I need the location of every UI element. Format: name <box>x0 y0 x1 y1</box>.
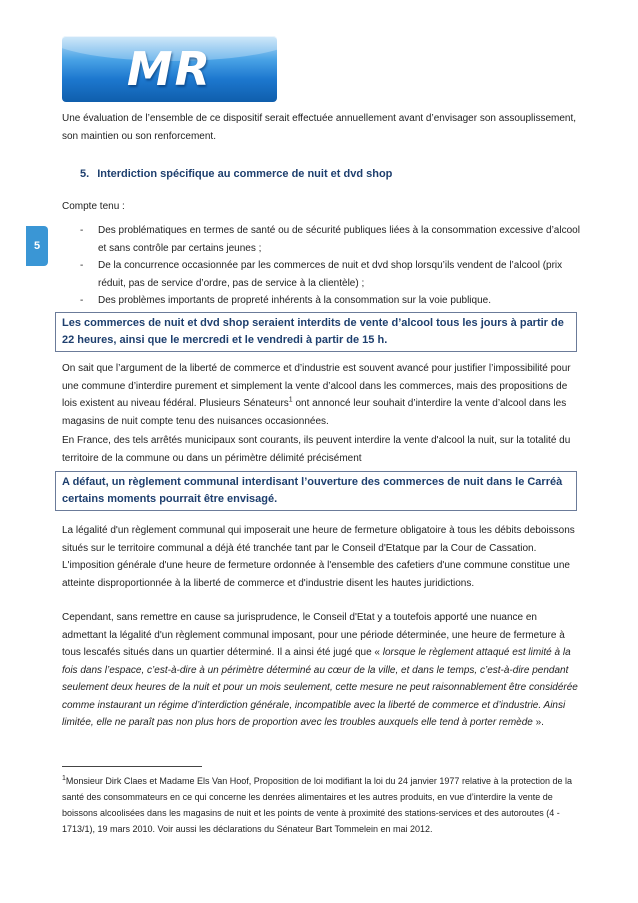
proposal-box-2: A défaut, un règlement communal interdisant l’ouverture des commerces de nuit dans le Carréà certains moments pourrait être envisagé. <box>55 471 577 511</box>
footnote-marker: 1 <box>62 775 66 782</box>
paragraph-text-end: ont annoncé leur souhait d’interdire la vente d’alcool dans les magasins de nuit compte tenu des nuisances occasionnées. <box>62 398 567 427</box>
footnote-text: Monsieur Dirk Claes et Madame Els Van Hoof, Proposition de loi modifiant la loi du 24 janvier 1977 relative à la protection de la santé des consommateurs en ce qui concerne les denrées alimentaires et les autres produits, en vue d’interdire la vente de boissons alcoolisées dans les magasins de nuit et les points de vente à proximité des stations-services et des autoroutes (4 - 1713/1), 19 mars 2010. Voir aussi les déclarations du Sénateur Bart Tommelein en mai 2012. <box>62 776 573 834</box>
bullet-text: De la concurrence occasionnée par les commerces de nuit et dvd shop lorsqu’ils vendent de l’alcool (prix réduit, pas de service d’ordre, pas de service à la clientèle) ; <box>98 260 563 289</box>
list-item <box>62 222 582 257</box>
footnote-divider <box>62 766 202 767</box>
bullet-text: Des problèmes importants de propreté inhérents à la consommation sur la voie publique. <box>98 295 491 306</box>
page-number-tab <box>26 226 48 266</box>
bullet-list <box>62 222 582 310</box>
mr-logo <box>62 36 277 102</box>
footnote-reference[interactable]: 1 <box>288 396 293 404</box>
paragraph-text: On sait que l’argument de la liberté de commerce et d’industrie est souvent avancé pour justifier l’impossibilité pour une commune d’interdire purement et simplement la vente d’alcool dans les commerces, mais des propositions de lois existent au niveau fédéral. Plusieurs Sénateurs <box>62 363 571 409</box>
section-title: Interdiction spécifique au commerce de nuit et dvd shop <box>97 168 393 180</box>
section-number: 5. <box>80 168 90 180</box>
paragraph-legalite: La légalité d'un règlement communal qui imposerait une heure de fermeture obligatoire à tous les débits deboissons situés sur le territoire communal a déjà été tranchée tant par le Conseil d'Etatque par la Cour de Cassation. L'imposition générale d'une heure de fermeture ordonnée à l'ensemble des cafetiers d'une commune constitue une atteinte disproportionnée à la liberté de commerce et d'industrie disent les hautes juridictions. <box>62 525 575 589</box>
intro-paragraph: Une évaluation de l’ensemble de ce dispositif serait effectuée annuellement avant d’envisager son assouplissement, son maintien ou son renforcement. <box>62 113 577 142</box>
section-heading <box>80 168 550 180</box>
bullet-dash: - <box>80 260 84 271</box>
list-item <box>62 257 582 292</box>
footnote <box>62 773 582 837</box>
bullet-text: Des problématiques en termes de santé ou de sécurité publiques liées à la consommation excessive d’alcool et sans contrôle par certains jeunes ; <box>98 225 580 254</box>
proposal-box-1: Les commerces de nuit et dvd shop seraient interdits de vente d’alcool tous les jours à partir de 22 heures, ainsi que le mercredi et le vendredi à partir de 15 h. <box>55 312 577 352</box>
paragraph-france: En France, des tels arrêtés municipaux sont courants, ils peuvent interdire la vente d'alcool la nuit, sur la totalité du territoire de la commune ou dans un périmètre délimité précisément <box>62 435 571 464</box>
compte-tenu-label: Compte tenu : <box>62 201 125 212</box>
paragraph-conseil-etat <box>62 609 582 732</box>
paragraph-liberte-commerce <box>62 360 582 430</box>
list-item <box>62 292 582 310</box>
quotation: lorsque le règlement attaqué est limité à la fois dans l’espace, c’est-à-dire à un périmètre déterminé au cœur de la ville, et dans le temps, c’est-à-dire pendant seulement deux heures de la nuit et pour un mois seulement, cette mesure ne peut raisonnablement être considérée comme instaurant un régime d’interdiction générale, incompatible avec la liberté de commerce et d’industrie. Ainsi limitée, elle ne paraît pas non plus hors de proportion avec les troubles auxquels elle tend à porter remède <box>62 647 578 728</box>
page-number: 5 <box>33 240 41 252</box>
bullet-dash: - <box>80 225 84 236</box>
logo-text: MR <box>126 42 213 96</box>
bullet-dash: - <box>80 295 84 306</box>
paragraph-text: Cependant, sans remettre en cause sa jurisprudence, le Conseil d'Etat y a toutefois apporté une nuance en admettant la légalité d'un règlement communal imposant, pour une période déterminée, une heure de fermeture à tous lescafés situés dans un quartier déterminé. Il a ainsi été jugé que « <box>62 612 565 658</box>
quotation-end: ». <box>532 717 544 728</box>
